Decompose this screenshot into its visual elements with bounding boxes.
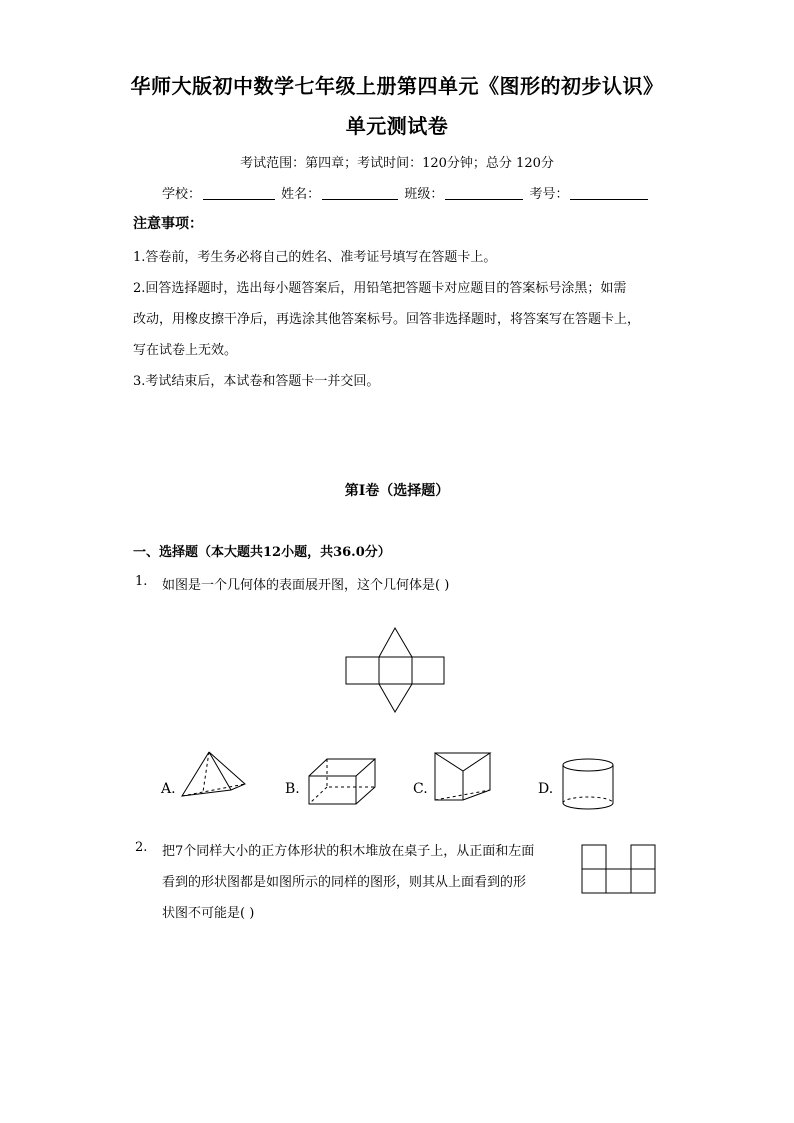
pyramid-icon[interactable]	[179, 748, 251, 808]
exam-no-label: 考号：	[529, 187, 569, 202]
option-d-label[interactable]: D.	[538, 781, 554, 797]
question-2-number: 2.	[135, 840, 148, 855]
name-label: 姓名：	[281, 187, 321, 202]
class-label: 班级：	[404, 187, 444, 202]
question-2-view-figure	[580, 843, 660, 897]
note-item-3: 3.考试结束后，本试卷和答题卡一并交回。	[133, 374, 380, 389]
note-item-2-line-3: 写在试卷上无效。	[133, 343, 238, 358]
question-1-number: 1.	[135, 574, 148, 589]
cube-icon[interactable]	[305, 757, 381, 807]
page-subtitle: 单元测试卷	[345, 114, 449, 138]
volume-title: 第I卷（选择题）	[344, 483, 450, 499]
option-c-label[interactable]: C.	[413, 781, 428, 797]
note-item-1: 1.答卷前，考生务必将自己的姓名、准考证号填写在答题卡上。	[133, 250, 497, 265]
page-title: 华师大版初中数学七年级上册第四单元《图形的初步认识》	[130, 74, 664, 98]
notes-heading: 注意事项：	[133, 216, 203, 232]
exam-info: 考试范围：第四章；考试时间：120分钟；总分 120分	[240, 156, 554, 171]
question-2-line-3: 状图不可能是( )	[162, 906, 255, 921]
school-label: 学校：	[162, 187, 202, 202]
note-item-2-line-1: 2.回答选择题时，选出每小题答案后，用铅笔把答题卡对应题目的答案标号涂黑；如需	[133, 281, 627, 296]
cylinder-icon[interactable]	[560, 756, 620, 814]
note-item-2-line-2: 改动，用橡皮擦干净后，再选涂其他答案标号。回答非选择题时，将答案写在答题卡上，	[133, 312, 641, 327]
triangular-prism-icon[interactable]	[432, 750, 494, 806]
option-a-label[interactable]: A.	[161, 781, 176, 797]
question-2-line-1: 把7个同样大小的正方体形状的积木堆放在桌子上，从正面和左面	[162, 844, 535, 859]
option-b-label[interactable]: B.	[285, 781, 300, 797]
question-2-line-2: 看到的形状图都是如图所示的同样的图形，则其从上面看到的形	[162, 875, 527, 890]
part-heading: 一、选择题（本大题共12小题，共36.0分）	[133, 545, 391, 560]
question-1-text: 如图是一个几何体的表面展开图，这个几何体是( )	[162, 578, 450, 593]
